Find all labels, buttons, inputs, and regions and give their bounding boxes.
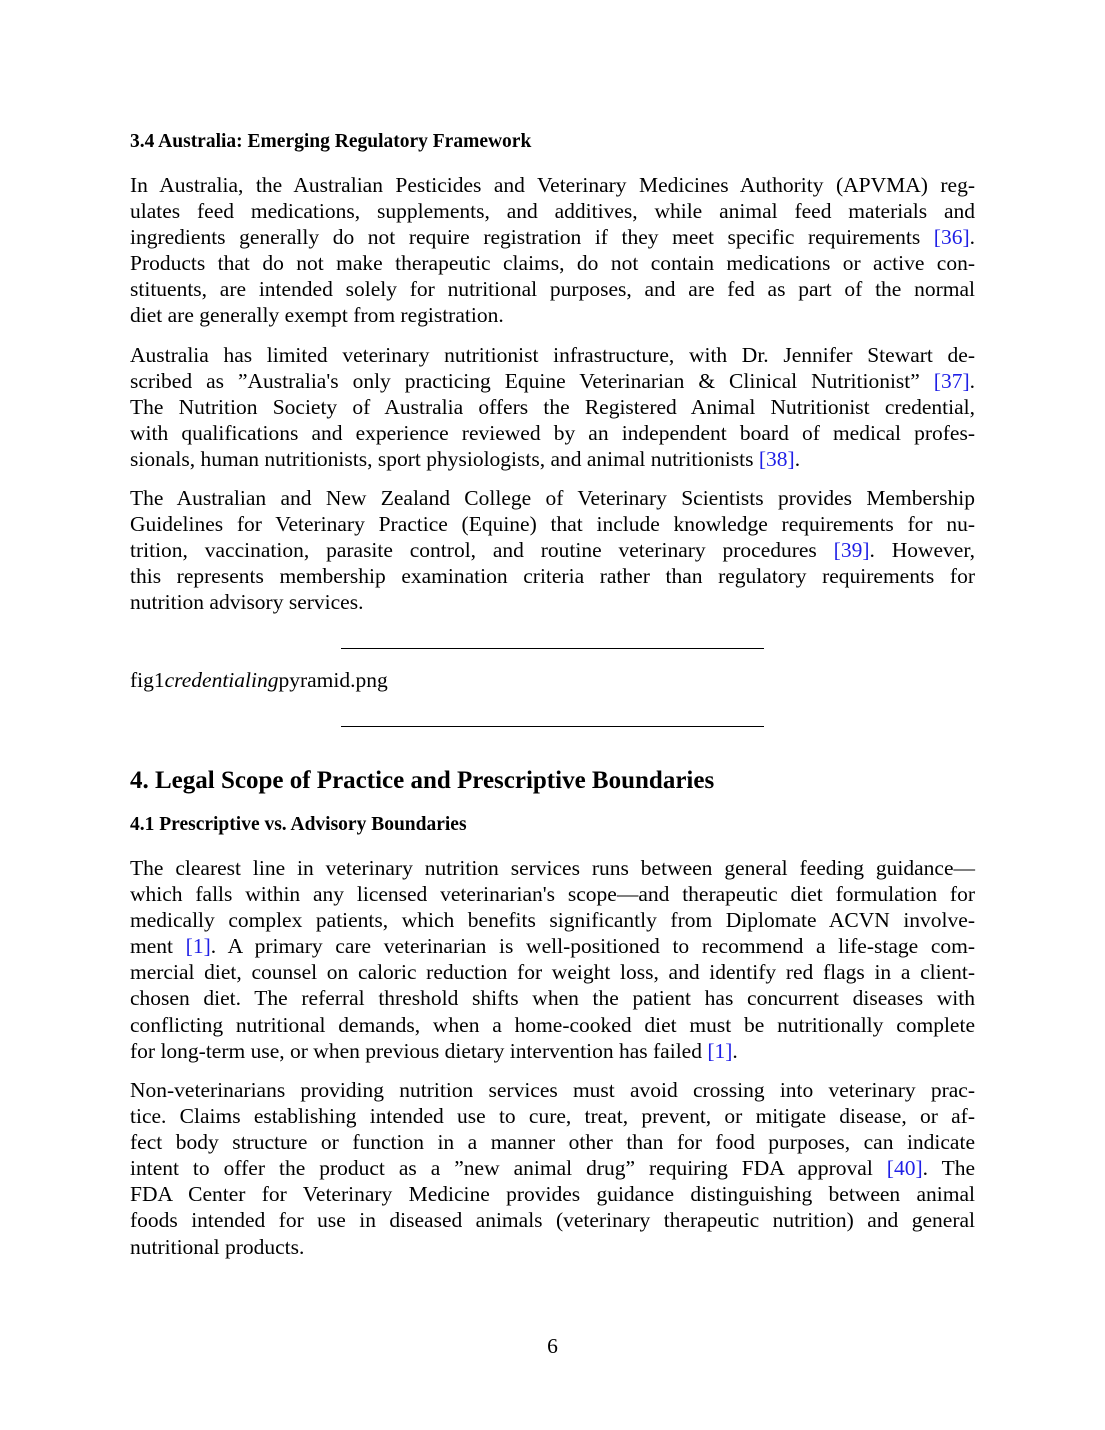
text-line (130, 485, 975, 511)
line-text: The Nutrition Society of Australia offers the Registered Animal Nutritionist credential, (130, 395, 975, 420)
citation-link[interactable]: [1] (185, 934, 211, 959)
text-line (130, 394, 975, 420)
citation-link[interactable]: [40] (886, 1156, 923, 1181)
line-text-after-citation: . (732, 1038, 738, 1063)
text-line (130, 250, 975, 276)
line-text: sionals, human nutritionists, sport physiologists, and animal nutritionists (130, 447, 759, 472)
line-text: fect body structure or function in a manner other than for food purposes, can indicate (130, 1130, 975, 1155)
line-text: with qualifications and experience reviewed by an independent board of medical profes- (130, 421, 975, 446)
line-text: Guidelines for Veterinary Practice (Equine) that include knowledge requirements for nu- (130, 512, 975, 537)
text-line (130, 302, 975, 328)
figure-filename-italic: credentialing (164, 668, 279, 692)
line-text: trition, vaccination, parasite control, and routine veterinary procedures (130, 538, 834, 563)
line-text: scribed as ”Australia's only practicing Equine Veterinarian & Clinical Nutritionist” (130, 369, 934, 394)
line-text: this represents membership examination criteria rather than regulatory requirements for (130, 564, 975, 589)
paragraph-4-1-1 (130, 855, 975, 1064)
text-line (130, 1129, 975, 1155)
line-text: nutrition advisory services. (130, 590, 364, 615)
text-line (130, 855, 975, 881)
line-text: ulates feed medications, supplements, and additives, while animal feed materials and (130, 199, 975, 224)
line-text: FDA Center for Veterinary Medicine provides guidance distinguishing between animal (130, 1182, 975, 1207)
line-text: mercial diet, counsel on caloric reduction for weight loss, and identify red flags in a client- (130, 960, 975, 985)
text-line (130, 563, 975, 589)
text-line (130, 276, 975, 302)
page-number: 6 (547, 1334, 558, 1358)
citation-link[interactable]: [37] (933, 369, 970, 394)
line-text-after-citation: . However, (869, 538, 976, 563)
text-line (130, 172, 975, 198)
line-text: foods intended for use in diseased animals (veterinary therapeutic nutrition) and general (130, 1208, 975, 1233)
text-line (130, 1207, 975, 1233)
text-line (130, 511, 975, 537)
section-4-1-heading: 4.1 Prescriptive vs. Advisory Boundaries (130, 814, 467, 835)
text-line (130, 959, 975, 985)
line-text: nutritional products. (130, 1234, 305, 1259)
paragraph-3-4-3 (130, 485, 975, 615)
figure-filename-suffix: pyramid.png (278, 668, 388, 692)
line-text-after-citation: . (969, 225, 975, 250)
text-line (130, 1038, 975, 1064)
figure-top-rule (341, 648, 764, 649)
text-line (130, 1077, 975, 1103)
citation-link[interactable]: [1] (707, 1038, 733, 1063)
text-line (130, 881, 975, 907)
text-line (130, 985, 975, 1011)
line-text: Products that do not make therapeutic claims, do not contain medications or active con- (130, 251, 975, 276)
text-line (130, 537, 975, 563)
paragraph-3-4-2 (130, 342, 975, 472)
line-text: Australia has limited veterinary nutritionist infrastructure, with Dr. Jennifer Stewart de- (130, 343, 975, 367)
citation-link[interactable]: [38] (758, 447, 795, 472)
figure-filename-prefix: fig1 (130, 668, 165, 692)
line-text: medically complex patients, which benefits significantly from Diplomate ACVN involve- (130, 908, 975, 933)
text-line (130, 342, 975, 368)
line-text-after-citation: . (794, 447, 801, 472)
text-line (130, 1155, 975, 1181)
text-line (130, 589, 975, 615)
line-text: stituents, are intended solely for nutritional purposes, and are fed as part of the normal (130, 277, 975, 302)
line-text: Non-veterinarians providing nutrition services must avoid crossing into veterinary prac- (130, 1078, 975, 1102)
paragraph-3-4-1 (130, 172, 975, 329)
line-text: chosen diet. The referral threshold shifts when the patient has concurrent diseases with (130, 986, 975, 1011)
text-line (130, 446, 975, 472)
line-text: diet are generally exempt from registration. (130, 303, 504, 328)
line-text: intent to offer the product as a ”new animal drug” requiring FDA approval (130, 1156, 887, 1181)
line-text: In Australia, the Australian Pesticides and Veterinary Medicines Authority (APVMA) reg- (130, 173, 975, 197)
paragraph-4-1-2 (130, 1077, 975, 1260)
citation-link[interactable]: [39] (833, 538, 870, 563)
text-line (130, 933, 975, 959)
line-text-after-citation: . A primary care veterinarian is well-positioned to recommend a life-stage com- (210, 934, 975, 959)
line-text: ment (130, 934, 186, 959)
section-4-heading: 4. Legal Scope of Practice and Prescriptive Boundaries (130, 767, 715, 794)
text-line (130, 198, 975, 224)
line-text: The Australian and New Zealand College of Veterinary Scientists provides Membership (130, 486, 975, 510)
line-text: which falls within any licensed veterinarian's scope—and therapeutic diet formulation for (130, 882, 975, 907)
line-text-after-citation: . (969, 369, 975, 394)
text-line (130, 907, 975, 933)
text-line (130, 420, 975, 446)
section-3-4-heading: 3.4 Australia: Emerging Regulatory Framework (130, 131, 532, 152)
line-text-after-citation: . The (922, 1156, 975, 1181)
line-text: The clearest line in veterinary nutrition services runs between general feeding guidance— (130, 856, 975, 880)
line-text: conflicting nutritional demands, when a home-cooked diet must be nutritionally complete (130, 1012, 975, 1037)
text-line (130, 1181, 975, 1207)
text-line (130, 368, 975, 394)
text-line (130, 1012, 975, 1038)
text-line (130, 224, 975, 250)
figure-bottom-rule (341, 726, 764, 727)
line-text: tice. Claims establishing intended use to cure, treat, prevent, or mitigate disease, or af- (130, 1104, 975, 1129)
text-line (130, 1103, 975, 1129)
figure-placeholder (130, 668, 388, 693)
citation-link[interactable]: [36] (933, 225, 970, 250)
line-text: ingredients generally do not require registration if they meet specific requirements (130, 225, 934, 250)
line-text: for long-term use, or when previous dietary intervention has failed (130, 1038, 708, 1063)
text-line (130, 1234, 975, 1260)
